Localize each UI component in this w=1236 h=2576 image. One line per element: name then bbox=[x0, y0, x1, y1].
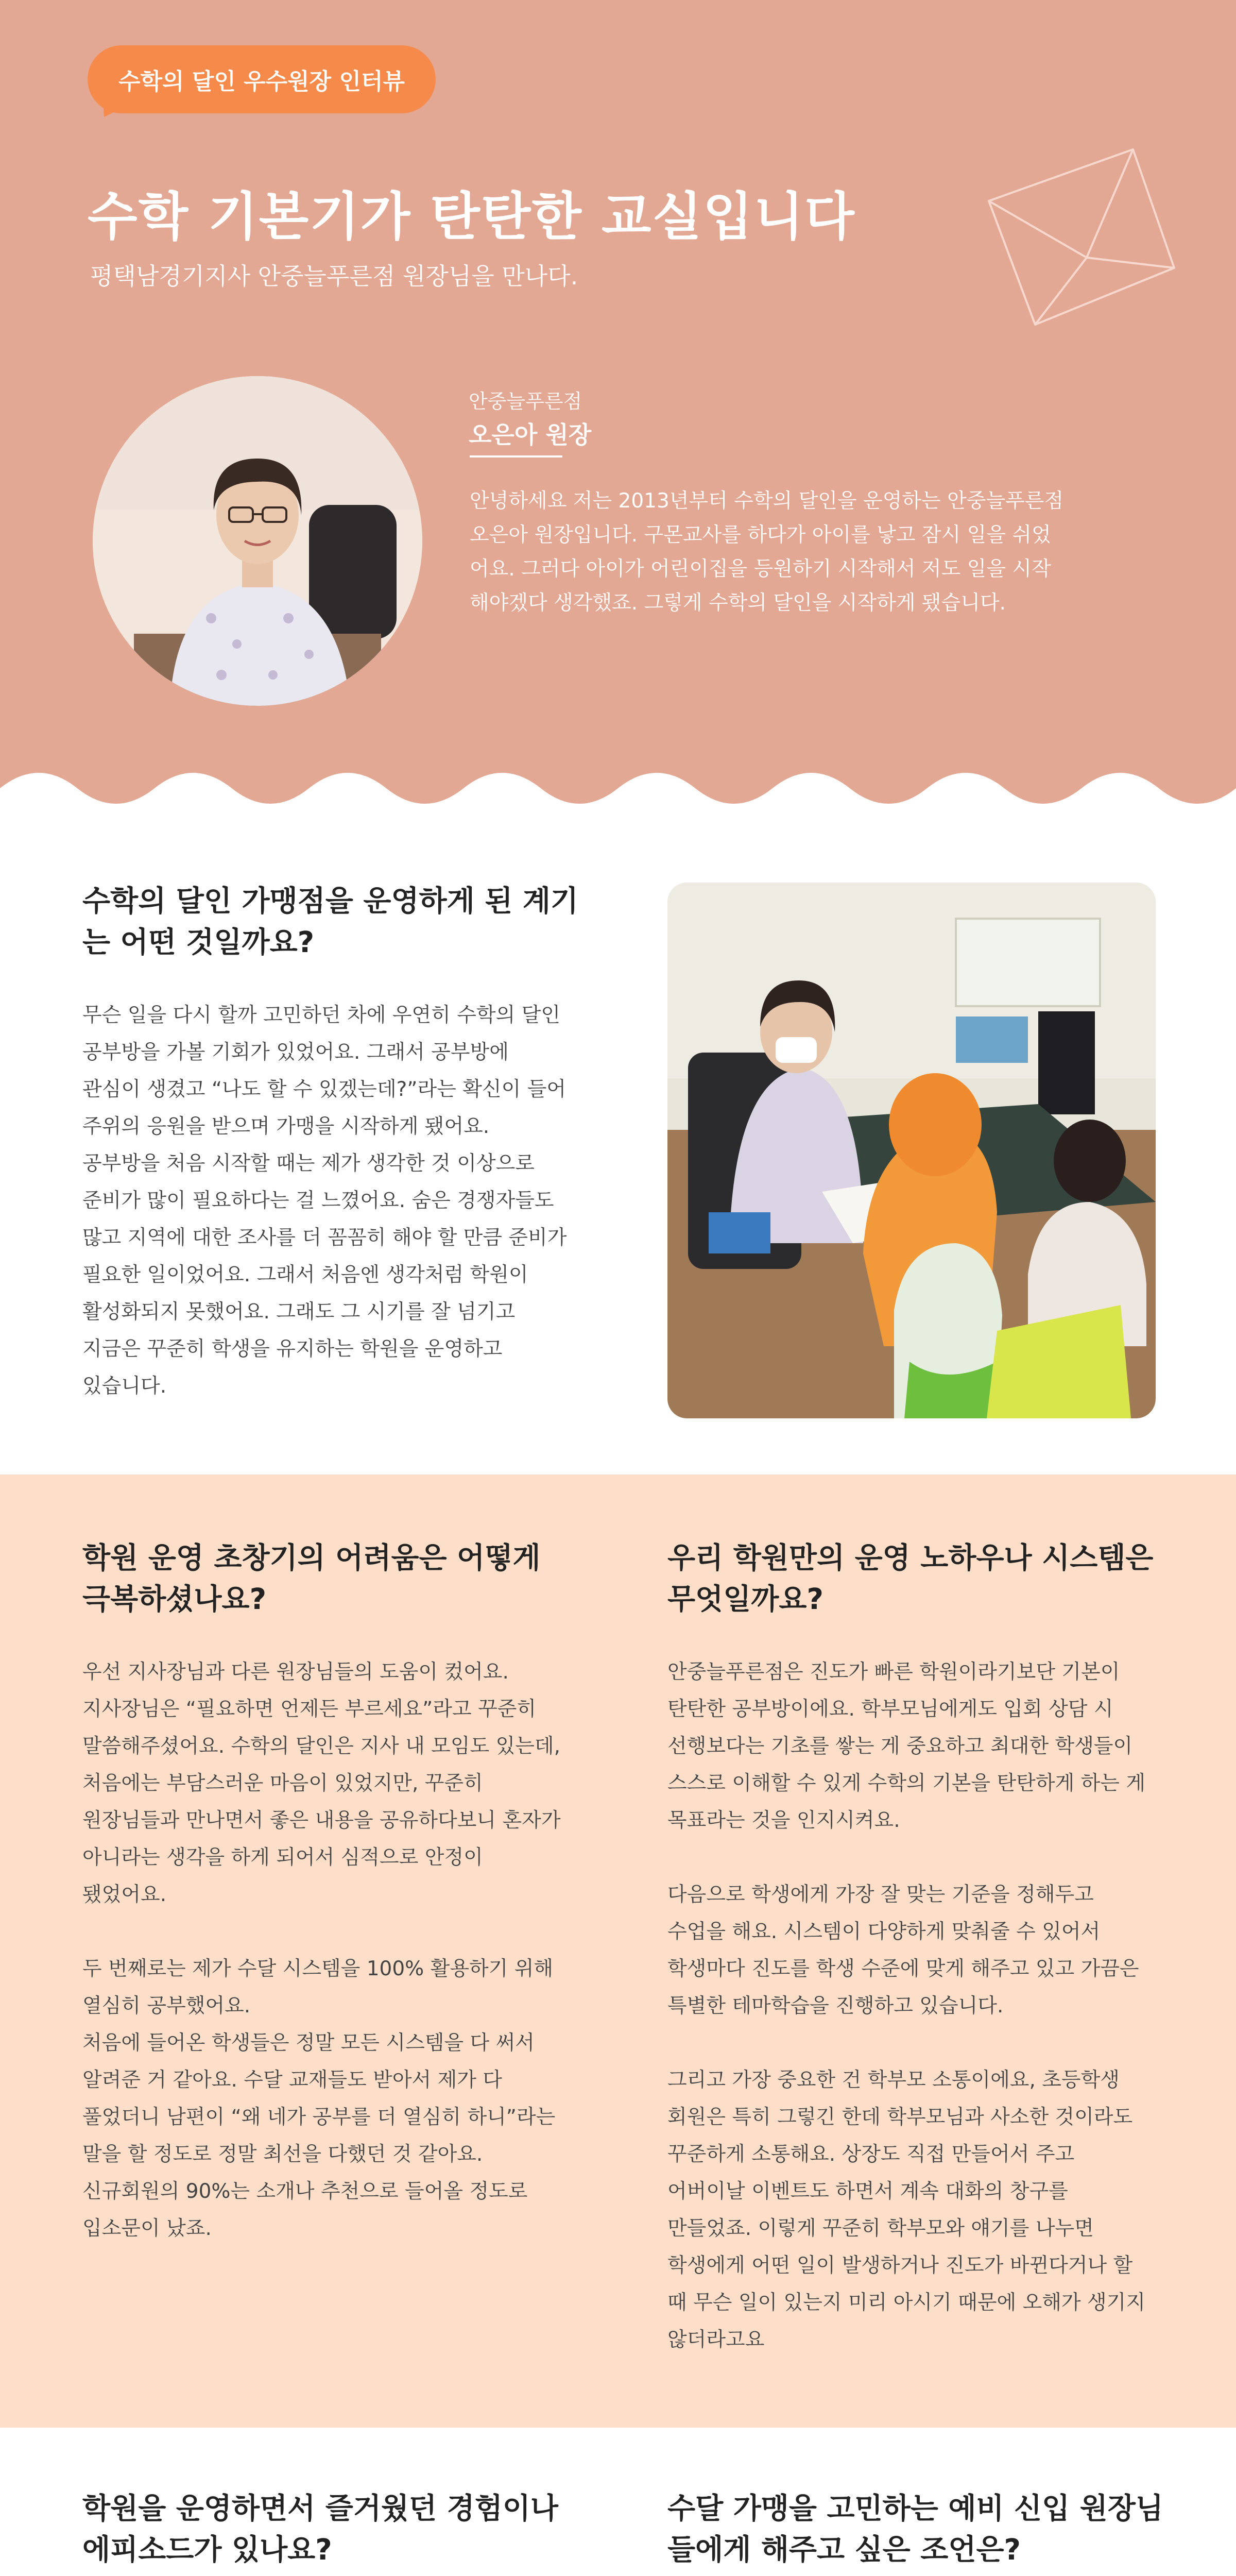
wave-divider bbox=[0, 768, 1236, 824]
envelope-icon bbox=[978, 139, 1184, 335]
answer-early-difficulties: 우선 지사장님과 다른 원장님들의 도움이 컸어요. 지사장님은 “필요하면 언제든 부르세요”라고 꾸준히 말씀해주셨어요. 수학의 달인은 지사 내 모임도 있는데, 처음에는 부담스러운 마음이 있었지만, 꾸준히 원장님들과 만나면서 좋은 내용을 공유하다보니 혼자가 아니라는 생각을 하게 되어서 심적으로 안정이 됐었어요. 두 번째로는 제가 수달 시스템을 100% 활용하기 위해 열심히 공부했어요. 처음에 들어온 학생들은 정말 모든 시스템을 다 써서 알려준 거 같아요. 수달 교재들도 받아서 제가 다 풀었더니 남편이 “왜 네가 공부를 더 열심히 하니”라는 말을 할 정도로 정말 최선을 다했던 것 같아요. 신규회원의 90%는 소개나 추천으로 들어올 정도로 입소문이 났죠. bbox=[82, 1660, 561, 2240]
director-portrait bbox=[93, 376, 422, 706]
classroom-photo bbox=[667, 883, 1156, 1418]
answer-why-franchise: 무슨 일을 다시 할까 고민하던 차에 우연히 수학의 달인 공부방을 가볼 기회가 있었어요. 그래서 공부방에 관심이 생겼고 “나도 할 수 있겠는데?”라는 확신이 들어 주위의 응원을 받으며 가맹을 시작하게 됐어요. 공부방을 처음 시작할 때는 제가 생각한 것 이상으로 준비가 많이 필요하다는 걸 느꼈어요. 숨은 경쟁자들도 많고 지역에 대한 조사를 더 꼼꼼히 해야 할 만큼 준비가 필요한 일이었어요. 그래서 처음엔 생각처럼 학원이 활성화되지 못했어요. 그래도 그 시기를 잘 넘기고 지금은 꾸준히 학생을 유지하는 학원을 운영하고 있습니다. bbox=[82, 1004, 567, 1398]
question-title-advice: 수달 가맹을 고민하는 예비 신입 원장님들에게 해주고 싶은 조언은? bbox=[667, 2492, 1164, 2567]
question-title-fun-episode: 학원을 운영하면서 즐거웠던 경험이나 에피소드가 있나요? bbox=[82, 2492, 559, 2567]
interview-badge: 수학의 달인 우수원장 인터뷰 bbox=[88, 45, 436, 113]
answer-knowhow: 안중늘푸른점은 진도가 빠른 학원이라기보단 기본이 탄탄한 공부방이에요. 학부모님에게도 입회 상담 시 선행보다는 기초를 쌓는 게 중요하고 최대한 학생들이 스스로 이해할 수 있게 수학의 기본을 탄탄하게 하는 게 목표라는 것을 인지시켜요. 다음으로 학생에게 가장 잘 맞는 기준을 정해두고 수업을 해요. 시스템이 다양하게 맞춰줄 수 있어서 학생마다 진도를 학생 수준에 맞게 해주고 있고 가끔은 특별한 테마학습을 진행하고 있습니다. 그리고 가장 중요한 건 학부모 소통이에요, 초등학생 회원은 특히 그렇긴 한데 학부모님과 사소한 것이라도 꾸준하게 소통해요. 상장도 직접 만들어서 주고 어버이날 이벤트도 하면서 계속 대화의 창구를 만들었죠. 이렇게 꾸준히 학부모와 얘기를 나누면 학생에게 어떤 일이 발생하거나 진도가 바뀐다거나 할 때 무슨 일이 있는지 미리 아시기 때문에 오해가 생기지 않더라고요 bbox=[667, 1660, 1146, 2351]
page-subtitle: 평택남경기지사 안중늘푸른점 원장님을 만나다. bbox=[90, 262, 578, 290]
question-title-early-difficulties: 학원 운영 초창기의 어려움은 어떻게 극복하셨나요? bbox=[82, 1541, 541, 1616]
name-underline bbox=[470, 455, 562, 457]
director-branch: 안중늘푸른점 bbox=[469, 390, 582, 413]
question-title-knowhow: 우리 학원만의 운영 노하우나 시스템은 무엇일까요? bbox=[667, 1541, 1154, 1616]
page-title: 수학 기본기가 탄탄한 교실입니다 bbox=[88, 187, 855, 247]
question-title-why-franchise: 수학의 달인 가맹점을 운영하게 된 계기는 어떤 것일까요? bbox=[82, 885, 579, 959]
header-banner bbox=[0, 0, 1236, 824]
director-greeting: 안녕하세요 저는 2013년부터 수학의 달인을 운영하는 안중늘푸른점 오은아 원장입니다. 구몬교사를 하다가 아이를 낳고 잠시 일을 쉬었어요. 그러다 아이가 어린이집을 등원하기 시작해서 저도 일을 시작해야겠다 생각했죠. 그렇게 수학의 달인을 시작하게 됐습니다. bbox=[470, 489, 1064, 615]
director-name: 오은아 원장 bbox=[469, 421, 592, 449]
